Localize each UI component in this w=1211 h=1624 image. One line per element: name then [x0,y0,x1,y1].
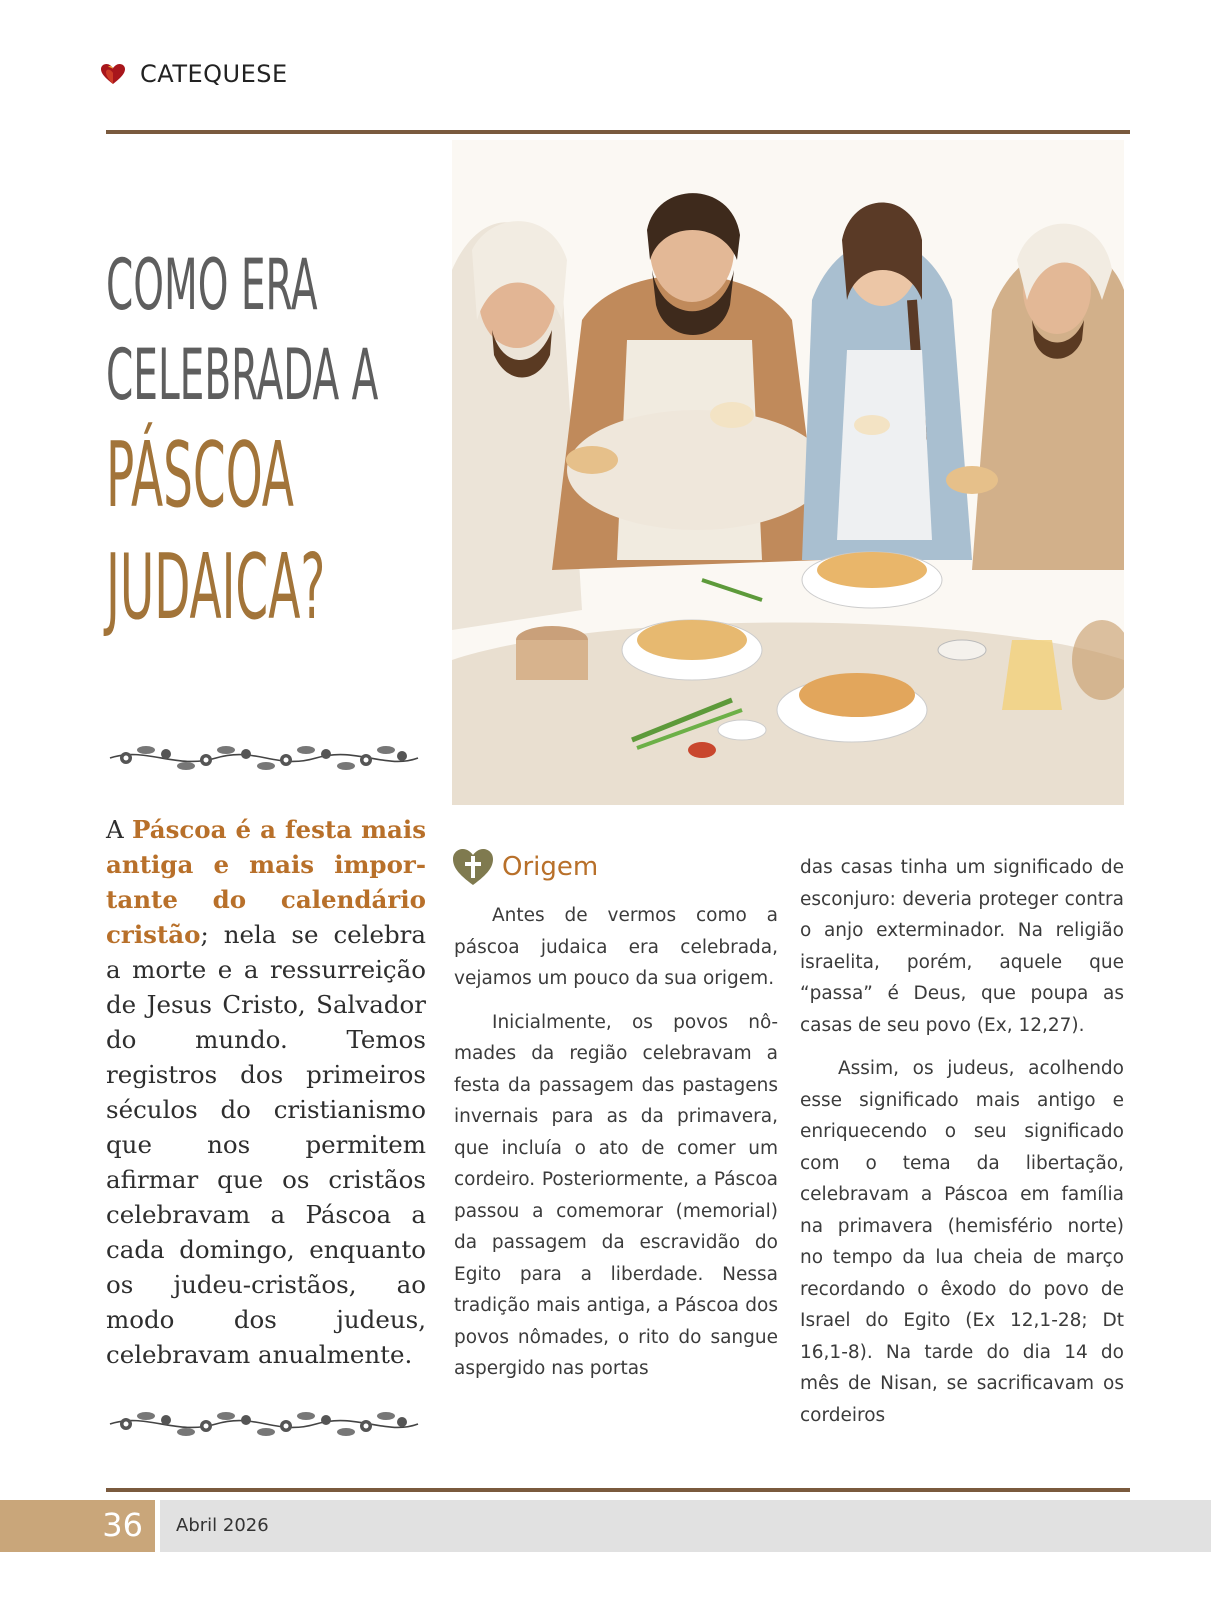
passover-meal-illustration [452,140,1124,805]
issue-bar [160,1500,1211,1552]
section-header [100,60,288,88]
subheading-origem [452,848,598,886]
col3-paragraph-2: Assim, os judeus, acolhendo esse significado mais antigo e enriquecendo o seu significado com o tema da libertação, celebravam a Páscoa em família na primavera (hemisfério norte) no tempo da lua cheia de março recordando o êxodo do povo de Israel do Egito (Ex 12,1-28; Dt 16,1-8). Na tarde do dia 14 do mês de Nisan, se sacrificavam os cordeiros [800,1058,1124,1426]
title-line-3: PÁSCOA [106,423,294,528]
col2-paragraph-2: Inicialmente, os povos nômades da região celebravam a festa da passagem das pastagens invernais para as da primavera, que incluía o ato de comer um cordeiro. Posteriormente, a Páscoa passou a comemorar (memorial) da passagem da escravidão do Egito para a liberdade. Nessa tradição mais antiga, a Páscoa dos povos nômades, o rito do sangue aspergido nas portas [454,1011,778,1379]
body-column-3 [800,852,1124,1431]
col3-paragraph-1: das casas tinha um significado de esconjuro: deveria proteger contra o anjo exterminador. Na religião israelita, porém, aquele que “passa” é Deus, que poupa as casas de seu povo (Ex, 12,27). [800,857,1124,1036]
lead-prefix: A [106,815,132,844]
bottom-divider [106,1488,1130,1492]
top-divider [106,130,1130,134]
article-title [106,240,436,644]
lead-rest: ; nela se celebra a morte e a ressurreição de Jesus Cristo, Salvador do mundo. Temos registros dos primeiros séculos do cristianismo que nos permitem afirmar que os cristãos celebravam a Páscoa a cada domingo, enquanto os judeu-cristãos, ao modo dos judeus, celebravam anualmente. [106,920,426,1369]
lead-highlight: Páscoa é a festa mais antiga e mais importante do calendário cristão [106,815,426,949]
heart-cross-icon [452,848,494,886]
title-line-1: COMO ERA [106,244,318,326]
page-number: 36 [102,1506,143,1544]
col2-paragraph-1: Antes de vermos como a páscoa judaica era celebrada, vejamos um pouco da sua origem. [454,905,778,989]
page-number-box [0,1500,155,1552]
body-column-2 [454,900,778,1385]
section-label: CATEQUESE [140,60,288,88]
lead-paragraph [106,812,426,1372]
floral-ornament-divider-bottom [106,1404,422,1444]
heart-icon [100,63,126,85]
subheading-label: Origem [502,852,599,882]
issue-date: Abril 2026 [176,1515,269,1536]
page-footer [0,1500,1211,1552]
floral-ornament-divider [106,738,422,778]
title-line-4: JUDAICA? [106,535,326,640]
title-line-2: CELEBRADA A [106,334,379,416]
